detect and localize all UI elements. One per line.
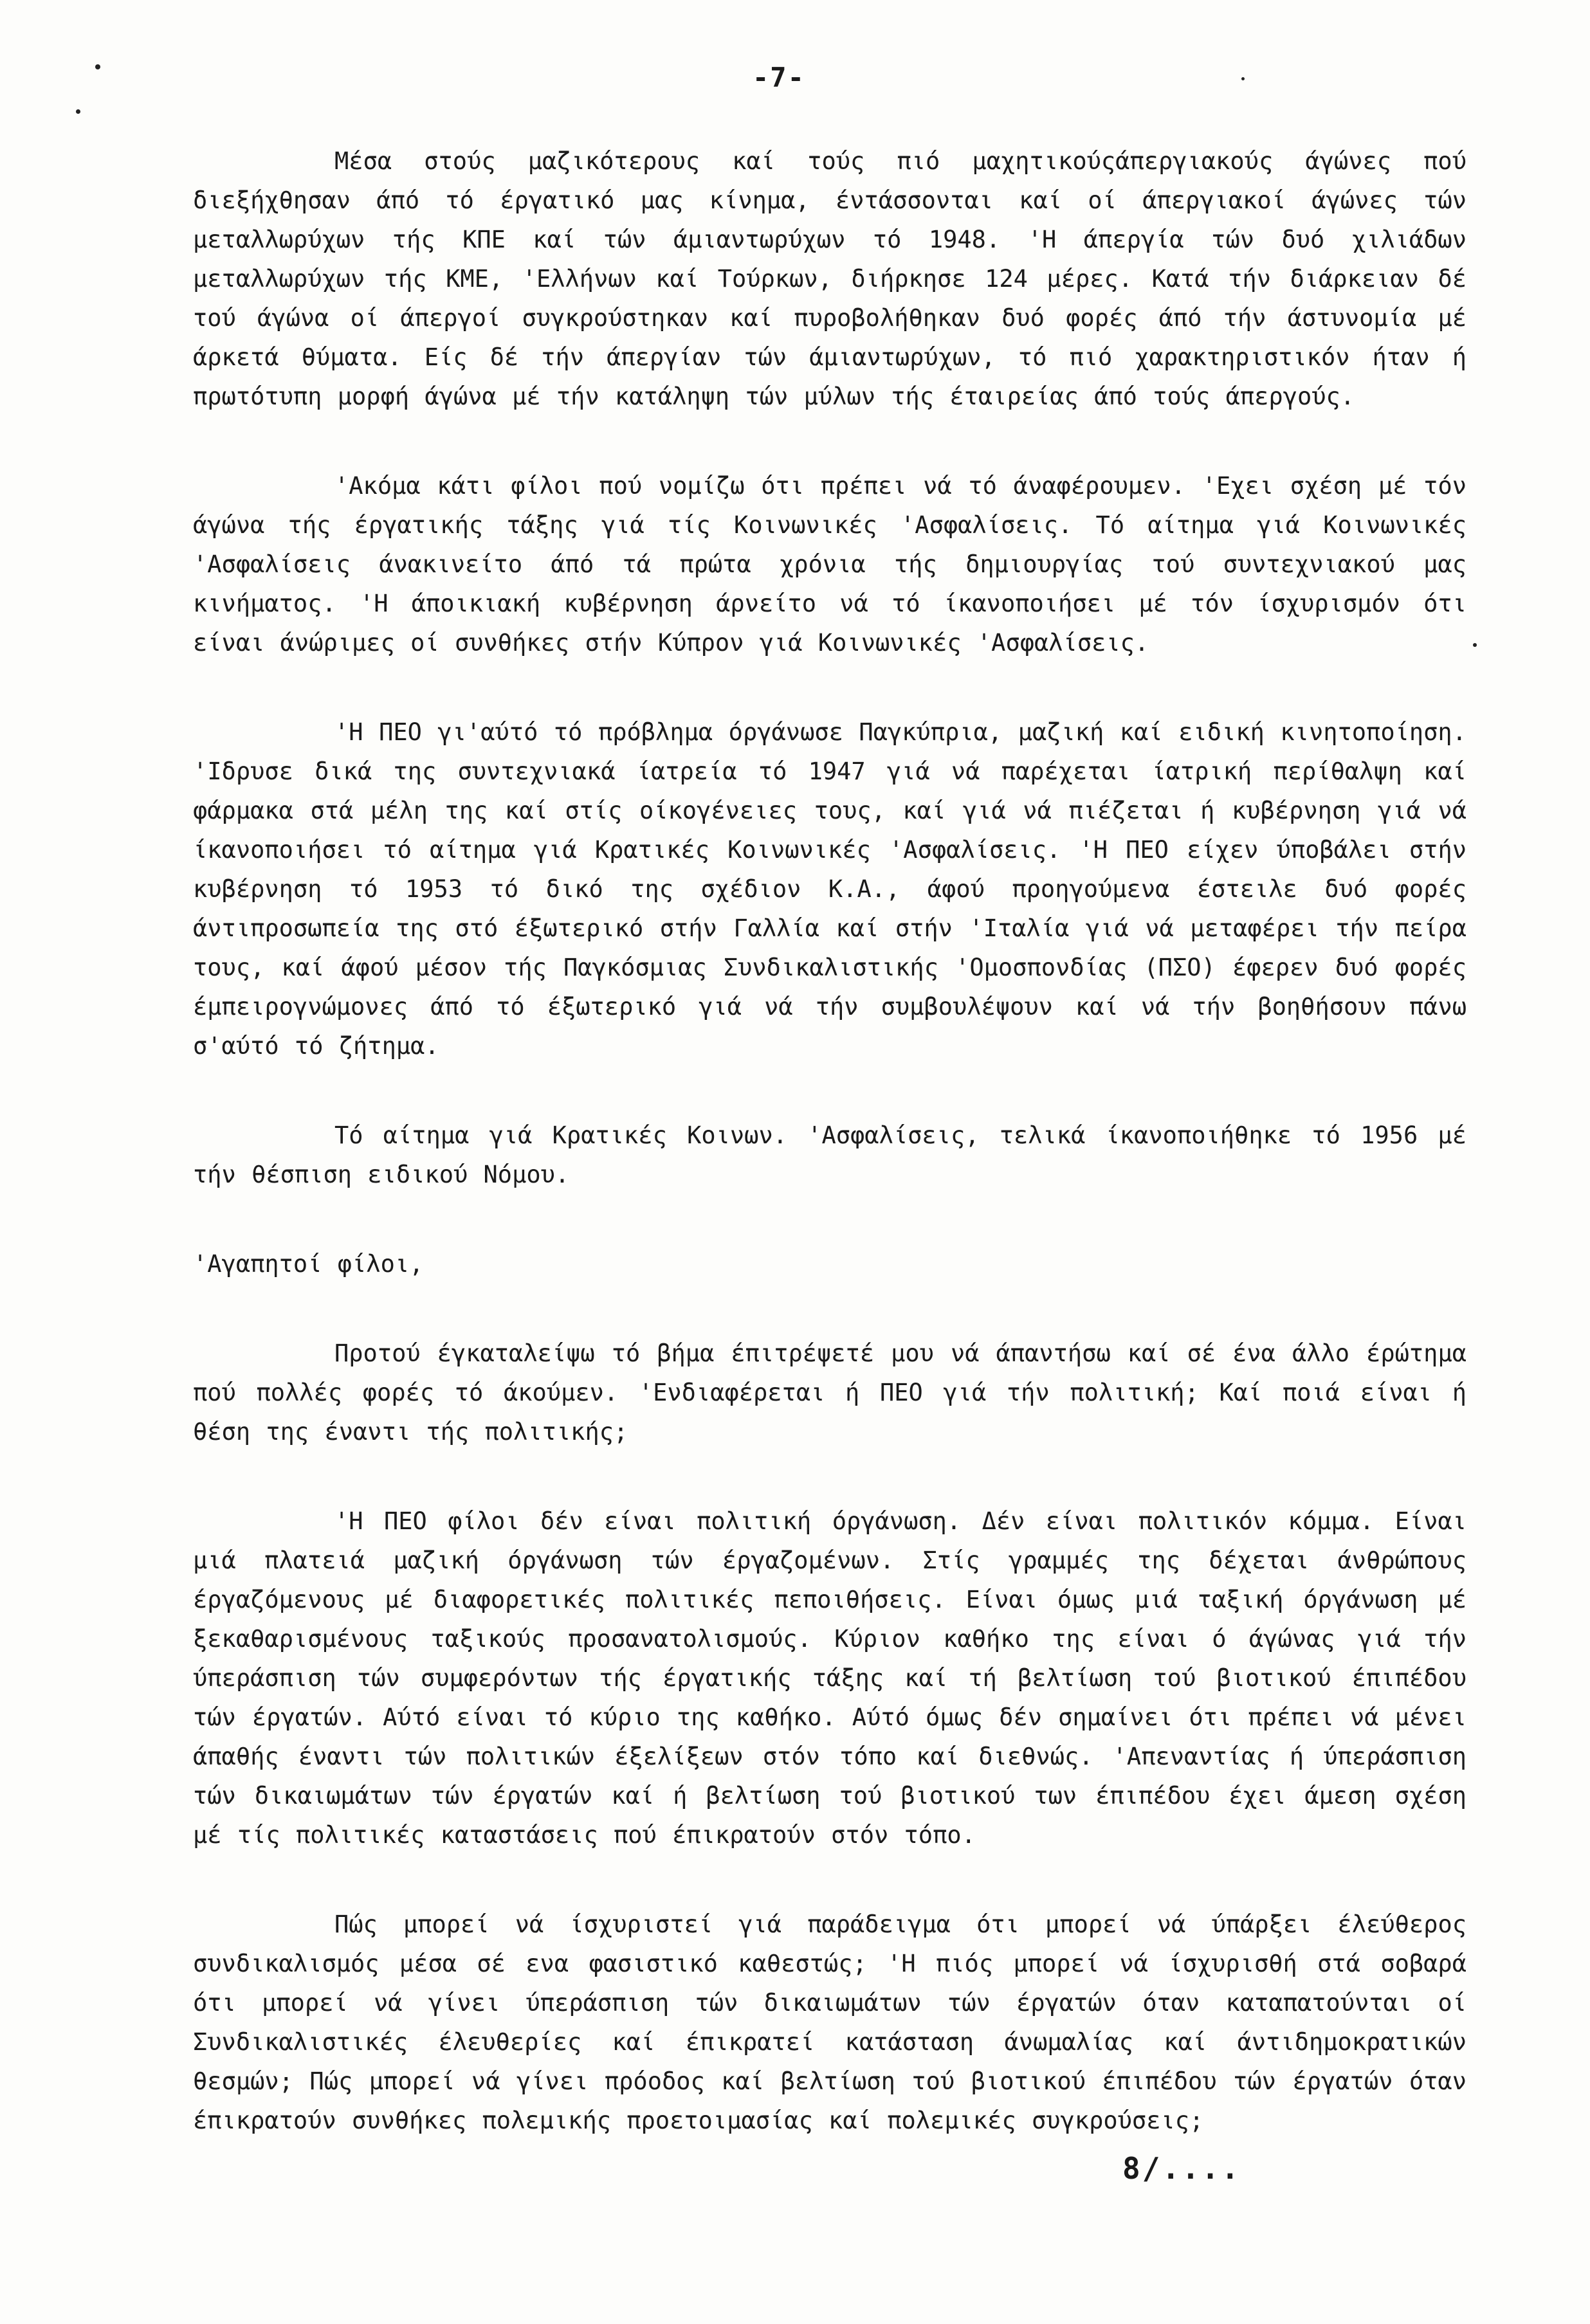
paragraph-law-1956: Τό αίτημα γιά Κρατικές Κοινων. 'Ασφαλίσεις, τελικά ίκανοποιήθηκε τό 1956 μέ τήν θέσπιση ειδικού Νόμου. — [193, 1121, 1467, 1188]
document-body — [193, 141, 1467, 2190]
scan-speck — [95, 64, 100, 69]
scan-speck — [76, 109, 80, 114]
page-number: -7- — [753, 62, 805, 93]
scan-speck — [1241, 77, 1245, 80]
salutation: 'Αγαπητοί φίλοι, — [193, 1250, 424, 1278]
paragraph-politics-question: Προτού έγκαταλείψω τό βήμα έπιτρέψετέ μου νά άπαντήσω καί σέ ένα άλλο έρώτημα πού πολλές φορές τό άκούμεν. 'Ενδιαφέρεται ή ΠΕΟ γιά τήν πολιτική; Καί ποιά είναι ή θέση της έναντι τής πολιτικής; — [193, 1339, 1467, 1446]
paragraph-peo-mobilization: 'Η ΠΕΟ γι'αύτό τό πρόβλημα όργάνωσε Παγκύπρια, μαζική καί ειδική κινητοποίηση. 'Ιδρυσε δικά της συντεχνιακά ίατρεία τό 1947 γιά νά παρέχεται ίατρική περίθαλψη καί φάρμακα στά μέλη της καί στίς οίκογένειες τους, καί γιά νά πιέζεται ή κυβέρνηση γιά νά ίκανοποιήσει τό αίτημα γιά Κρατικές Κοινωνικές 'Ασφαλίσεις. 'Η ΠΕΟ είχεν ύποβάλει στήν κυβέρνηση τό 1953 τό δικό της σχέδιον Κ.Α., άφού προηγούμενα έστειλε δυό φορές άντιπροσωπεία της στό έξωτερικό στήν Γαλλία καί στήν 'Ιταλία γιά νά μεταφέρει τήν πείρα τους, καί άφού μέσον τής Παγκόσμιας Συνδικαλιστικής 'Ομοσπονδίας (ΠΣΟ) έφερεν δυό φορές έμπειρογνώμονες άπό τό έξωτερικό γιά νά τήν συμβουλέψουν καί νά τήν βοηθήσουν πάνω σ'αύτό τό ζήτημα. — [193, 718, 1467, 1060]
paragraph-peo-not-political: 'Η ΠΕΟ φίλοι δέν είναι πολιτική όργάνωση. Δέν είναι πολιτικόν κόμμα. Είναι μιά πλατειά μαζική όργάνωση τών έργαζομένων. Στίς γραμμές της δέχεται άνθρώπους έργαζόμενους μέ διαφορετικές πολιτικές πεποιθήσεις. Είναι όμως μιά ταξική όργάνωση μέ ξεκαθαρισμένους ταξικούς προσανατολισμούς. Κύριον καθήκο της είναι ό άγώνας γιά τήν ύπεράσπιση τών συμφερόντων τής έργατικής τάξης καί τή βελτίωση τού βιοτικού έπιπέδου τών έργατών. Αύτό είναι τό κύριο της καθήκο. Αύτό όμως δέν σημαίνει ότι πρέπει νά μένει άπαθής έναντι τών πολιτικών έξελίξεων στόν τόπο καί διεθνώς. 'Απεναντίας ή ύπεράσπιση τών δικαιωμάτων τών έργατών καί ή βελτίωση τού βιοτικού των έπιπέδου έχει άμεση σχέση μέ τίς πολιτικές καταστάσεις πού έπικρατούν στόν τόπο. — [193, 1507, 1467, 1849]
continuation-marker: 8/.... — [1122, 2151, 1241, 2186]
paragraph-miners-strikes: Μέσα στούς μαζικότερους καί τούς πιό μαχητικούςάπεργιακούς άγώνες πού διεξήχθησαν άπό τό έργατικό μας κίνημα, έντάσσονται καί οί άπεργιακοί άγώνες τών μεταλλωρύχων τής ΚΠΕ καί τών άμιαντωρύχων τό 1948. 'Η άπεργία τών δυό χιλιάδων μεταλλωρύχων τής ΚΜΕ, 'Ελλήνων καί Τούρκων, διήρκησε 124 μέρες. Κατά τήν διάρκειαν δέ τού άγώνα οί άπεργοί συγκρούστηκαν καί πυροβολήθηκαν δυό φορές άπό τήν άστυνομία μέ άρκετά θύματα. Είς δέ τήν άπεργίαν τών άμιαντωρύχων, τό πιό χαρακτηριστικόν ήταν ή πρωτότυπη μορφή άγώνα μέ τήν κατάληψη τών μύλων τής έταιρείας άπό τούς άπεργούς. — [193, 147, 1467, 410]
paragraph-rhetorical-questions: Πώς μπορεί νά ίσχυριστεί γιά παράδειγμα ότι μπορεί νά ύπάρξει έλεύθερος συνδικαλισμός μέσα σέ ενα φασιστικό καθεστώς; 'Η πιός μπορεί νά ίσχυρισθή στά σοβαρά ότι μπορεί νά γίνει ύπεράσπιση τών δικαιωμάτων τών έργατών όταν καταπατούνται οί Συνδικαλιστικές έλευθερίες καί έπικρατεί κατάσταση άνωμαλίας καί άντιδημοκρατικών θεσμών; Πώς μπορεί νά γίνει πρόοδος καί βελτίωση τού βιοτικού έπιπέδου τών έργατών όταν έπικρατούν συνθήκες πολεμικής προετοιμασίας καί πολεμικές συγκρούσεις; — [193, 1911, 1467, 2134]
scan-speck — [1473, 643, 1477, 647]
paragraph-social-insurance: 'Ακόμα κάτι φίλοι πού νομίζω ότι πρέπει νά τό άναφέρουμεν. 'Εχει σχέση μέ τόν άγώνα τής έργατικής τάξης γιά τίς Κοινωνικές 'Ασφαλίσεις. Τό αίτημα γιά Κοινωνικές 'Ασφαλίσεις άνακινείτο άπό τά πρώτα χρόνια τής δημιουργίας τού συντεχνιακού μας κινήματος. 'Η άποικιακή κυβέρνηση άρνείτο νά τό ίκανοποιήσει μέ τόν ίσχυρισμόν ότι είναι άνώριμες οί συνθήκες στήν Κύπρον γιά Κοινωνικές 'Ασφαλίσεις. — [193, 472, 1467, 657]
